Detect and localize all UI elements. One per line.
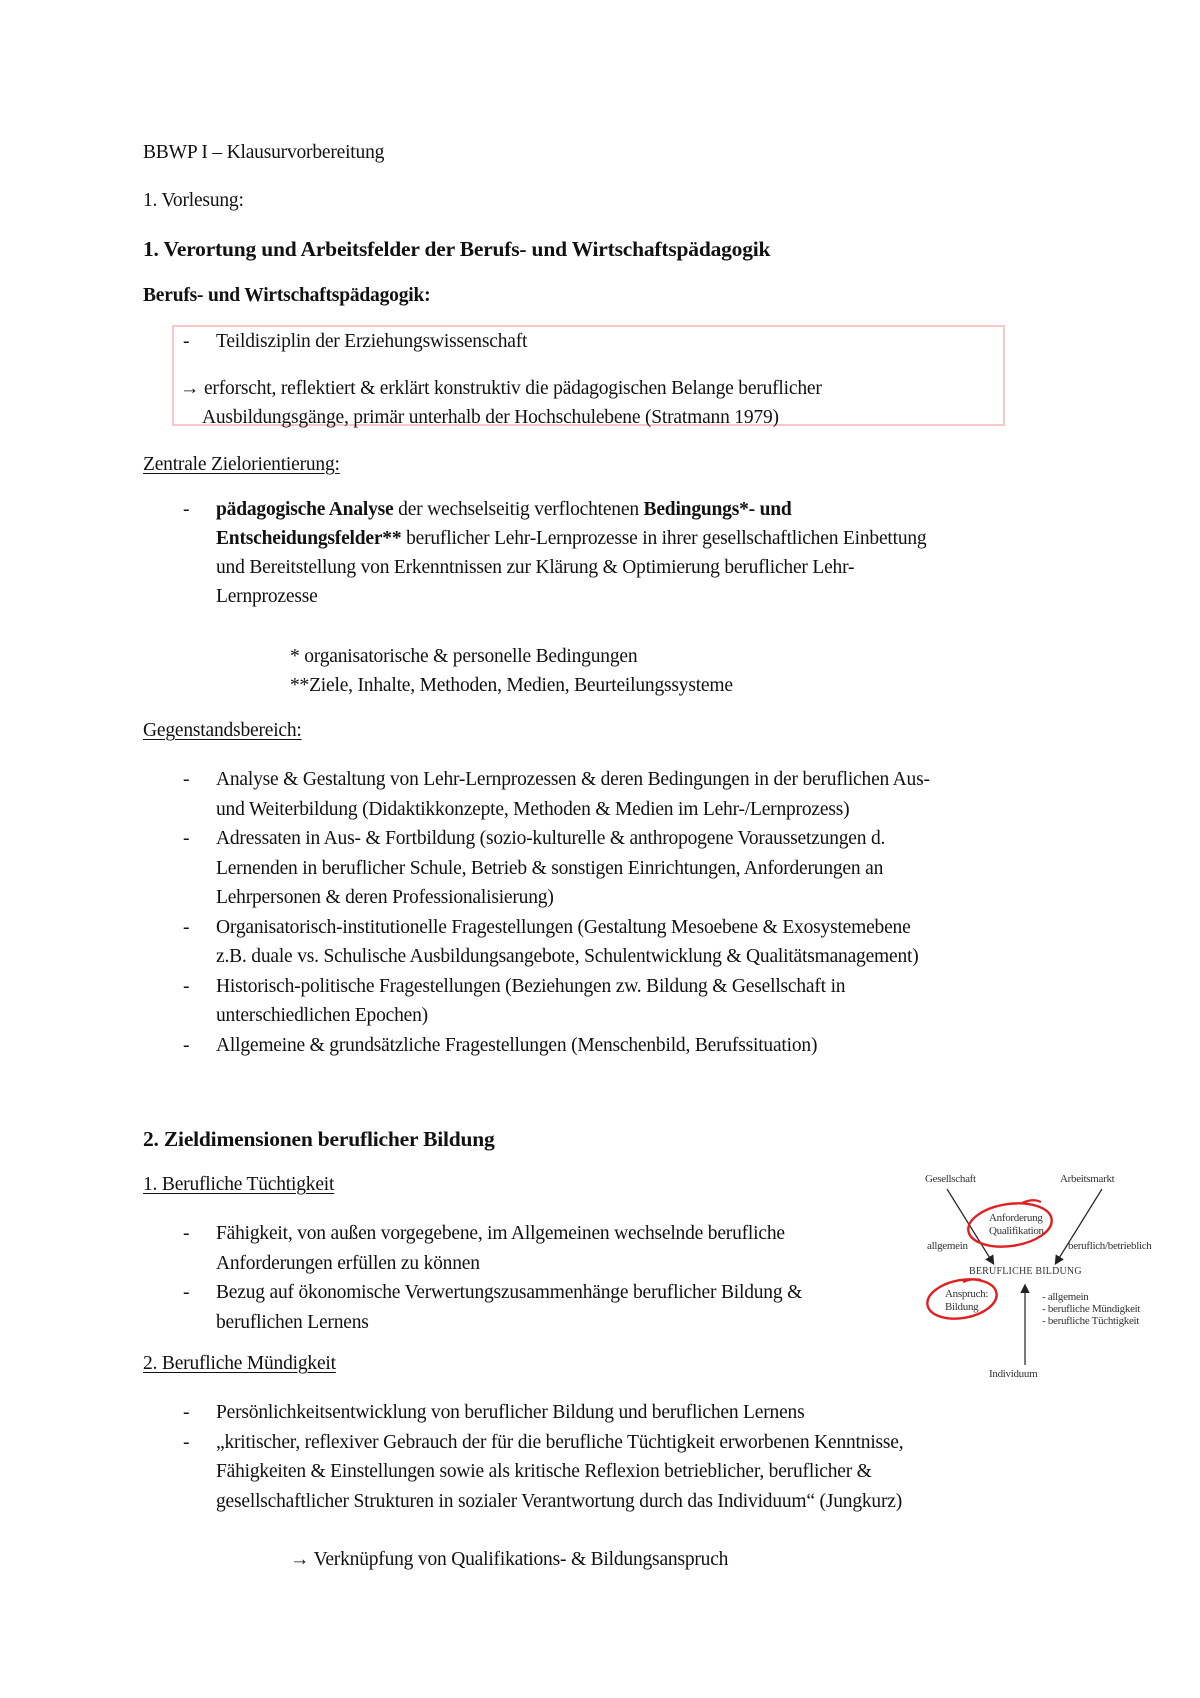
sub-1-label: 1. Berufliche Tüchtigkeit [143, 1174, 335, 1195]
sub-1-item-line: Fähigkeit, von außen vorgegebene, im Allgemeinen wechselnde berufliche [216, 1223, 785, 1244]
scope-item-line: Adressaten in Aus- & Fortbildung (sozio-kulturelle & anthropogene Voraussetzungen d. [216, 828, 886, 849]
goal-text-1: der wechselseitig verflochtenen [393, 499, 644, 520]
goal-bold-2: Bedingungs*- und [643, 499, 792, 520]
sub-1-item-line: Bezug auf ökonomische Verwertungszusammenhänge beruflicher Bildung & [216, 1282, 803, 1303]
bullet-dash: - [183, 1431, 190, 1453]
diagram-label-labor-market: Arbeitsmarkt [1060, 1173, 1115, 1185]
lecture-label: 1. Vorlesung: [143, 190, 244, 211]
diagram-list-item: - berufliche Mündigkeit [1042, 1303, 1141, 1315]
scope-item [183, 1031, 930, 1061]
conclusion-line: → Verknüpfung von Qualifikations- & Bildungsanspruch [290, 1549, 729, 1570]
footnote-1: * organisatorische & personelle Bedingungen [290, 646, 638, 667]
bullet-dash: - [183, 916, 190, 938]
scope-item-line: und Weiterbildung (Didaktikkonzepte, Methoden & Medien im Lehr-/Lernprozess) [216, 798, 850, 820]
sub-2-list [183, 1398, 903, 1516]
diagram-list-item: - allgemein [1042, 1291, 1089, 1303]
bullet-dash: - [183, 1402, 190, 1423]
bullet-dash: - [183, 1223, 190, 1244]
bullet-dash: - [183, 975, 190, 997]
sub-1-list [183, 1219, 802, 1337]
bullet-dash: - [183, 1282, 190, 1303]
diagram-label-requirement: Anforderung [989, 1212, 1043, 1224]
diagram-list-item: - berufliche Tüchtigkeit [1042, 1315, 1140, 1327]
box-arrow-line-2: Ausbildungsgänge, primär unterhalb der Hochschulebene (Stratmann 1979) [202, 407, 779, 428]
diagram-label-claim: Anspruch: [945, 1288, 989, 1300]
diagram-label-center: BERUFLICHE BILDUNG [969, 1266, 1082, 1277]
sub-1-item-line: beruflichen Lernens [216, 1311, 369, 1333]
diagram-label-vocational: beruflich/betrieblich [1068, 1240, 1152, 1252]
goal-bullet-line-2 [216, 528, 926, 550]
diagram-berufliche-bildung [925, 1162, 1175, 1390]
scope-item-line: Analyse & Gestaltung von Lehr-Lernprozessen & deren Bedingungen in der beruflichen Aus- [216, 769, 930, 790]
scope-item-line: Organisatorisch-institutionelle Fragestellungen (Gestaltung Mesoebene & Exosystemebene [216, 916, 911, 938]
goal-bullet-line-3: und Bereitstellung von Erkenntnissen zur Klärung & Optimierung beruflicher Lehr- [216, 557, 855, 578]
goal-text-2: beruflicher Lehr-Lernprozesse in ihrer gesellschaftlichen Einbettung [401, 528, 927, 549]
scope-item [183, 972, 930, 1031]
sub-2-label: 2. Berufliche Mündigkeit [143, 1353, 336, 1374]
sub-2-item-line: gesellschaftlicher Strukturen in sozialer Verantwortung durch das Individuum“ (Jungkurz) [216, 1490, 903, 1512]
scope-item-line: Historisch-politische Fragestellungen (Beziehungen zw. Bildung & Gesellschaft in [216, 975, 846, 997]
bullet-dash: - [183, 1034, 190, 1056]
scope-item-line: unterschiedlichen Epochen) [216, 1005, 428, 1026]
sub-2-item-line: „kritischer, reflexiver Gebrauch der für die berufliche Tüchtigkeit erworbenen Kenntnisse, [216, 1431, 904, 1453]
goal-bullet-dash: - [183, 499, 190, 520]
goal-bold-3: Entscheidungsfelder** [216, 528, 402, 549]
goal-bullet-line-1 [216, 499, 792, 521]
bullet-dash: - [183, 828, 190, 849]
scope-item [183, 913, 930, 972]
goal-label: Zentrale Zielorientierung: [143, 454, 340, 475]
diagram-label-society: Gesellschaft [925, 1173, 976, 1185]
sub-2-item-line: Fähigkeiten & Einstellungen sowie als kritische Reflexion betrieblicher, beruflicher & [216, 1461, 872, 1482]
scope-item-line: Lernenden in beruflicher Schule, Betrieb & sonstigen Einrichtungen, Anforderungen an [216, 857, 884, 879]
sub-1-item [183, 1278, 802, 1337]
scope-item-line: z.B. duale vs. Schulische Ausbildungsangebote, Schulentwicklung & Qualitätsmanagement) [216, 946, 919, 967]
diagram-label-individual: Individuum [989, 1368, 1038, 1380]
sub-2-item [183, 1398, 903, 1428]
section-1-heading: 1. Verortung und Arbeitsfelder der Berufs- und Wirtschaftspädagogik [143, 237, 771, 261]
box-bullet-dash: - [183, 331, 190, 352]
document-title: BBWP I – Klausurvorbereitung [143, 142, 385, 163]
scope-list [183, 765, 930, 1060]
sub-1-item-line: Anforderungen erfüllen zu können [216, 1252, 480, 1274]
box-bullet-text: Teildisziplin der Erziehungswissenschaft [216, 331, 528, 352]
footnote-2: **Ziele, Inhalte, Methoden, Medien, Beurteilungssysteme [290, 675, 733, 696]
box-arrow-line-1: → erforscht, reflektiert & erklärt konstruktiv die pädagogischen Belange beruflicher [180, 378, 822, 399]
diagram-label-education: Bildung [945, 1301, 979, 1313]
section-1-subheading: Berufs- und Wirtschaftspädagogik: [143, 285, 431, 306]
scope-label: Gegenstandsbereich: [143, 720, 302, 741]
section-2-heading: 2. Zieldimensionen beruflicher Bildung [143, 1127, 495, 1151]
scope-item-line: Allgemeine & grundsätzliche Fragestellungen (Menschenbild, Berufssituation) [216, 1034, 818, 1056]
scope-item [183, 765, 930, 824]
scope-item [183, 824, 930, 913]
diagram-label-general: allgemein [927, 1240, 968, 1252]
sub-1-item [183, 1219, 802, 1278]
goal-bold-1: pädagogische Analyse [216, 499, 394, 520]
sub-2-item-line: Persönlichkeitsentwicklung von beruflicher Bildung und beruflichen Lernens [216, 1402, 805, 1423]
sub-2-item [183, 1428, 903, 1517]
bullet-dash: - [183, 769, 190, 790]
goal-bullet-line-4: Lernprozesse [216, 586, 318, 607]
diagram-label-qualification: Qualifikation [989, 1225, 1044, 1237]
scope-item-line: Lehrpersonen & deren Professionalisierung) [216, 887, 554, 908]
